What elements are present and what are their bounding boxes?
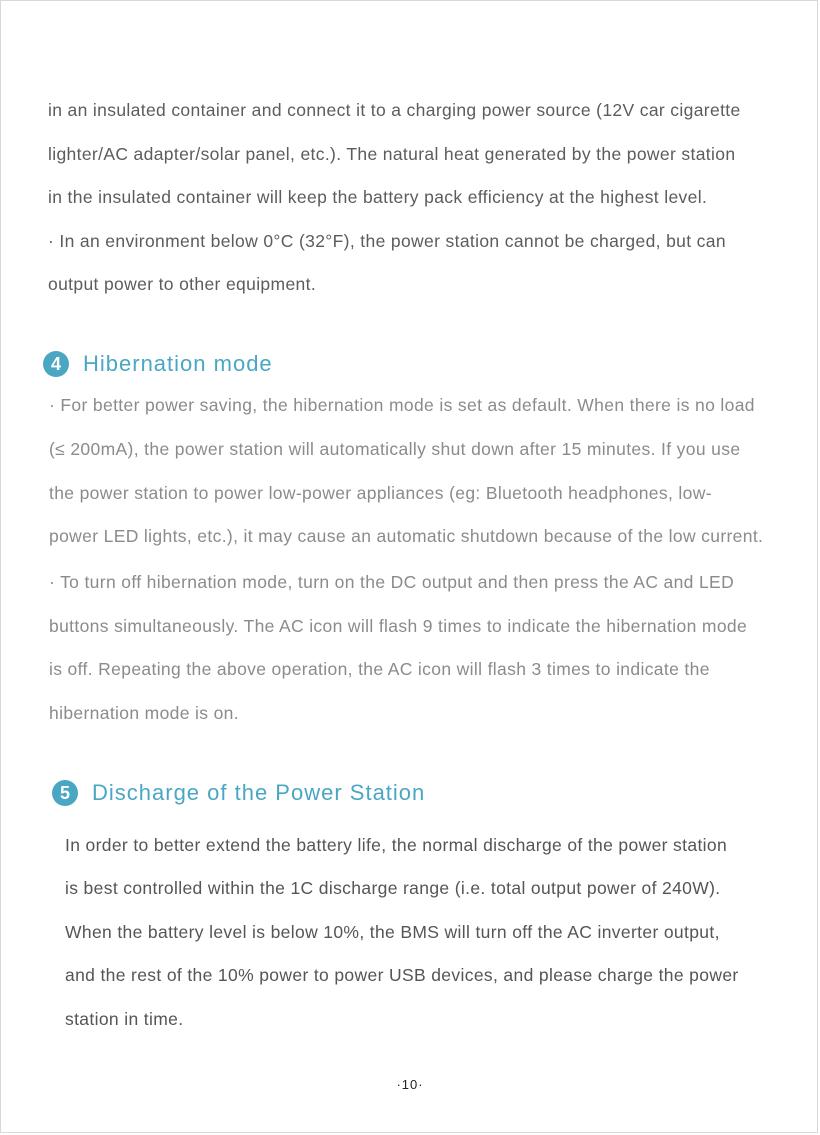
section-5-line-4: and the rest of the 10% power to power USB devices, and please charge the power	[65, 965, 739, 985]
section-5-line-5: station in time.	[65, 1009, 184, 1029]
section-4-line-6: buttons simultaneously. The AC icon will flash 9 times to indicate the hibernation mode	[49, 616, 748, 636]
intro-line-2: lighter/AC adapter/solar panel, etc.). The natural heat generated by the power station	[48, 144, 736, 164]
section-title: Hibernation mode	[83, 351, 273, 376]
section-4-line-2: (≤ 200mA), the power station will automatically shut down after 15 minutes. If you use	[49, 439, 741, 459]
section-4-line-8: hibernation mode is on.	[49, 703, 239, 723]
section-5-line-1: In order to better extend the battery life, the normal discharge of the power station	[65, 835, 728, 855]
intro-line-5: output power to other equipment.	[48, 274, 317, 294]
section-4-line-3: the power station to power low-power appliances (eg: Bluetooth headphones, low-	[49, 483, 712, 503]
section-5-line-3: When the battery level is below 10%, the BMS will turn off the AC inverter output,	[65, 922, 720, 942]
section-number-badge: 4	[43, 351, 69, 377]
page-number: ·10·	[396, 1077, 424, 1092]
section-4-line-1: · For better power saving, the hibernation mode is set as default. When there is no load	[49, 395, 755, 415]
section-number-badge: 5	[52, 780, 78, 806]
intro-line-3: in the insulated container will keep the battery pack efficiency at the highest level.	[48, 187, 708, 207]
section-4-line-7: is off. Repeating the above operation, the AC icon will flash 3 times to indicate the	[49, 659, 710, 679]
section-5-heading	[52, 780, 425, 806]
intro-line-1: in an insulated container and connect it to a charging power source (12V car cigarette	[48, 100, 741, 120]
section-4-line-5: · To turn off hibernation mode, turn on the DC output and then press the AC and LED	[49, 572, 735, 592]
section-4-line-4: power LED lights, etc.), it may cause an automatic shutdown because of the low current.	[49, 526, 764, 546]
intro-line-4: · In an environment below 0°C (32°F), the power station cannot be charged, but can	[48, 231, 726, 251]
section-4-heading	[43, 351, 273, 377]
section-5-line-2: is best controlled within the 1C discharge range (i.e. total output power of 240W).	[65, 878, 721, 898]
section-title: Discharge of the Power Station	[92, 780, 426, 805]
